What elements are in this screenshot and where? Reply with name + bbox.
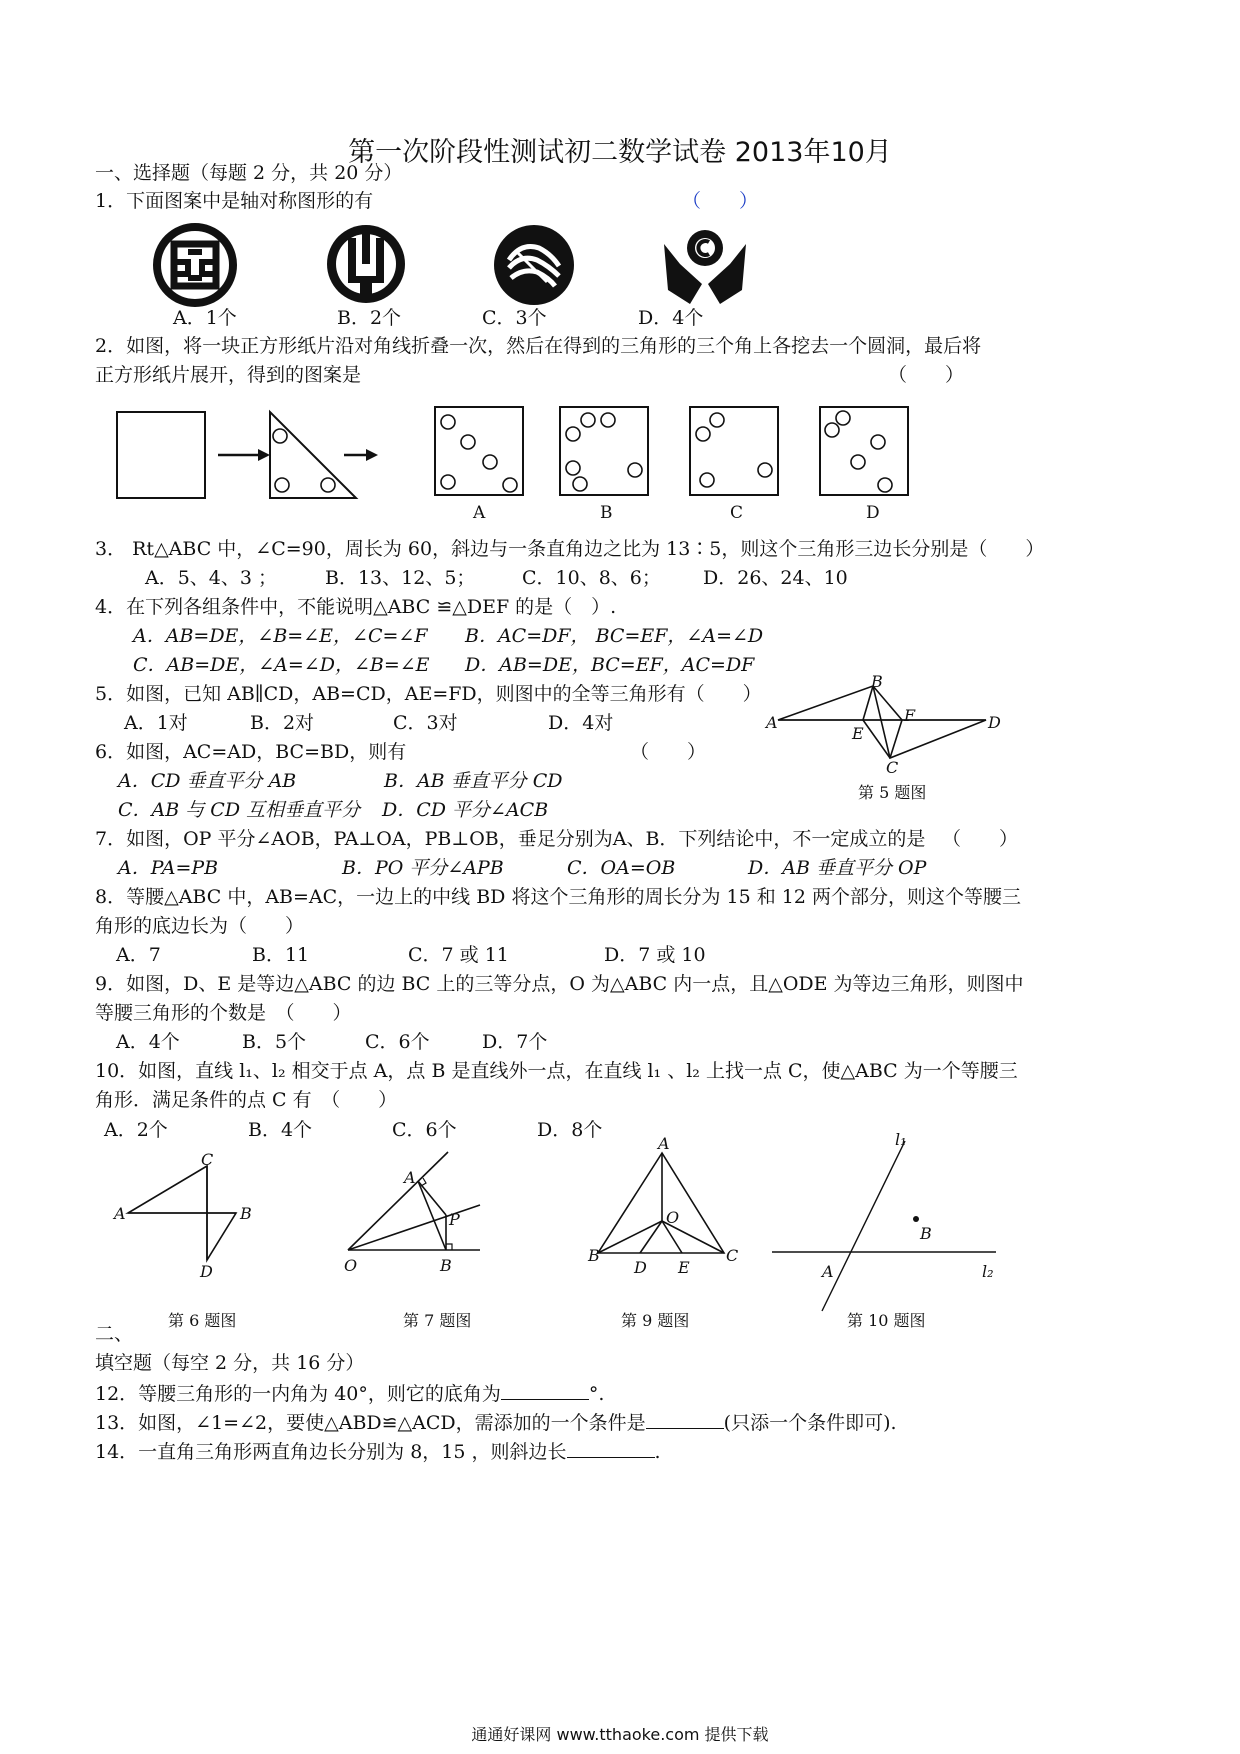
q6-option-a: A．CD 垂直平分 AB — [118, 770, 297, 792]
q2-label-d: D — [866, 503, 880, 523]
q5-fig-label-a: A — [766, 713, 778, 732]
fig7-label-a: A — [404, 1168, 416, 1187]
q5-figure — [770, 670, 1000, 770]
q10-option-b: B．4个 — [248, 1119, 313, 1141]
q9-text-line2: 等腰三角形的个数是 （ ） — [95, 1002, 352, 1024]
fig7-label-b: B — [440, 1256, 452, 1275]
q5-fig-label-c: C — [886, 758, 899, 777]
fig6-kite-figure — [120, 1158, 250, 1268]
q4-option-c: C．AB=DE，∠A=∠D，∠B=∠E — [133, 654, 430, 676]
q7-option-c: C．OA=OB — [567, 857, 676, 879]
fig10-label-l1: l₁ — [895, 1130, 907, 1149]
q9-option-a: A．4个 — [116, 1031, 180, 1053]
q1-logo-d — [660, 224, 750, 308]
q14-line — [95, 1441, 661, 1462]
q1-answer-paren: （ ） — [682, 190, 759, 212]
q4-option-b: B．AC=DF， BC=EF，∠A=∠D — [465, 625, 764, 647]
q10-text-line2: 角形．满足条件的点 C 有 （ ） — [95, 1089, 398, 1111]
fig10-caption: 第 10 题图 — [847, 1311, 926, 1330]
q5-option-d: D．4对 — [548, 712, 614, 734]
q13-text-after: (只添一个条件即可). — [723, 1412, 897, 1434]
q14-text-after: . — [654, 1441, 661, 1463]
q3-text: 3． Rt△ABC 中，∠C=90，周长为 60，斜边与一条直角边之比为 13∶5，则这个三角形三边长分别是（ ） — [95, 538, 1045, 560]
q14-text: 14．一直角三角形两直角边长分别为 8，15 ，则斜边长 — [95, 1441, 567, 1463]
q8-text-line1: 8．等腰△ABC 中，AB=AC，一边上的中线 BD 将这个三角形的周长分为 15 和 12 两个部分，则这个等腰三 — [95, 886, 1021, 908]
q4-option-d: D．AB=DE，BC=EF，AC=DF — [465, 654, 755, 676]
fig6-label-d: D — [200, 1262, 213, 1281]
q3-option-b: B．13、12、5； — [325, 567, 476, 589]
fig10-lines-figure — [770, 1135, 1000, 1315]
fig10-label-a: A — [822, 1262, 834, 1281]
q2-label-c: C — [730, 503, 744, 523]
fig7-label-o: O — [344, 1256, 358, 1275]
q13-line — [95, 1412, 897, 1433]
q4-text: 4．在下列各组条件中，不能说明△ABC ≌△DEF 的是（ ）. — [95, 596, 617, 618]
fig9-caption: 第 9 题图 — [621, 1311, 690, 1330]
q2-text-line1: 2．如图，将一块正方形纸片沿对角线折叠一次，然后在得到的三角形的三个角上各挖去一个圆洞，最后将 — [95, 335, 982, 357]
q10-option-d: D．8个 — [537, 1119, 603, 1141]
fig9-label-o: O — [666, 1208, 680, 1227]
fig9-label-a: A — [658, 1134, 670, 1153]
q7-option-b: B．PO 平分∠APB — [342, 857, 504, 879]
q1-logo-b — [323, 220, 409, 308]
q13-answer-blank[interactable] — [646, 1412, 724, 1429]
fig9-label-b: B — [588, 1246, 600, 1265]
q7-answer-paren: （ ） — [942, 828, 1019, 850]
q8-option-b: B．11 — [252, 944, 310, 966]
q14-answer-blank[interactable] — [567, 1441, 655, 1458]
q10-option-a: A．2个 — [104, 1119, 168, 1141]
section-heading-number: 二、 — [95, 1323, 134, 1345]
q9-option-d: D．7个 — [482, 1031, 548, 1053]
q7-option-d: D．AB 垂直平分 OP — [748, 857, 927, 879]
q2-label-b: B — [600, 503, 613, 523]
fig9-label-e: E — [678, 1258, 690, 1277]
fig9-triangle-figure — [590, 1145, 740, 1260]
q8-text-line2: 角形的底边长为（ ） — [95, 915, 305, 937]
q1-option-a: A．1个 — [173, 307, 237, 329]
q9-option-c: C．6个 — [365, 1031, 430, 1053]
q6-text: 6．如图，AC=AD，BC=BD，则有 — [95, 741, 407, 763]
q1-text: 1．下面图案中是轴对称图形的有 — [95, 190, 374, 212]
q3-option-c: C．10、8、6； — [522, 567, 661, 589]
q4-option-a: A．AB=DE，∠B=∠E，∠C=∠F — [133, 625, 428, 647]
q12-line — [95, 1383, 604, 1404]
q2-answer-paren: （ ） — [888, 364, 965, 386]
fig6-label-c: C — [201, 1150, 214, 1169]
q6-option-c: C．AB 与 CD 互相垂直平分 — [118, 799, 361, 821]
q1-logo-c — [491, 222, 577, 308]
fig6-label-b: B — [240, 1204, 252, 1223]
q12-text-after: °. — [588, 1383, 605, 1405]
q1-option-b: B．2个 — [337, 307, 402, 329]
q5-text: 5．如图，已知 AB∥CD，AB=CD，AE=FD，则图中的全等三角形有（ ） — [95, 683, 762, 705]
q13-text: 13．如图，∠1=∠2，要使△ABD≌△ACD，需添加的一个条件是 — [95, 1412, 646, 1434]
section-heading-fill: 填空题（每空 2 分，共 16 分） — [95, 1352, 365, 1374]
q5-fig-label-b: B — [871, 672, 883, 691]
q5-caption: 第 5 题图 — [858, 783, 927, 802]
q1-option-d: D．4个 — [638, 307, 704, 329]
q5-fig-label-f: F — [904, 706, 916, 725]
q8-option-d: D．7 或 10 — [604, 944, 706, 966]
fig10-label-l2: l₂ — [982, 1262, 994, 1281]
q7-text: 7．如图，OP 平分∠AOB，PA⊥OA，PB⊥OB，垂足分别为A、B．下列结论中，不一定成立的是 — [95, 828, 926, 850]
fig6-label-a: A — [114, 1204, 126, 1223]
q5-option-a: A．1对 — [124, 712, 188, 734]
fig9-label-c: C — [726, 1246, 739, 1265]
q3-option-a: A．5、4、3 ； — [145, 567, 278, 589]
fig6-caption: 第 6 题图 — [168, 1311, 237, 1330]
q9-option-b: B．5个 — [242, 1031, 307, 1053]
q6-answer-paren: （ ） — [630, 741, 707, 763]
q1-option-c: C．3个 — [482, 307, 547, 329]
q5-fig-label-e: E — [852, 724, 864, 743]
q10-text-line1: 10．如图，直线 l₁、l₂ 相交于点 A，点 B 是直线外一点，在直线 l₁ 、l₂ 上找一点 C，使△ABC 为一个等腰三 — [95, 1060, 1018, 1082]
q5-option-c: C．3对 — [393, 712, 458, 734]
q9-text-line1: 9．如图，D、E 是等边△ABC 的边 BC 上的三等分点，O 为△ABC 内一点，且△ODE 为等边三角形，则图中 — [95, 973, 1024, 995]
fig10-label-b: B — [920, 1224, 932, 1243]
q2-label-a: A — [473, 503, 486, 523]
q12-text: 12．等腰三角形的一内角为 40°，则它的底角为 — [95, 1383, 501, 1405]
q10-option-c: C．6个 — [392, 1119, 457, 1141]
q8-option-a: A．7 — [116, 944, 161, 966]
page-title: 第一次阶段性测试初二数学试卷 2013年10月 — [348, 137, 892, 168]
q2-text-line2: 正方形纸片展开，得到的图案是 — [95, 364, 362, 386]
fig7-label-p: P — [449, 1210, 460, 1229]
q8-option-c: C．7 或 11 — [408, 944, 509, 966]
page-footer: 通通好课网 www.tthaoke.com 提供下载 — [471, 1725, 769, 1744]
q1-logo-a — [152, 222, 238, 308]
q5-option-b: B．2对 — [250, 712, 315, 734]
q7-option-a: A．PA=PB — [118, 857, 219, 879]
fig7-caption: 第 7 题图 — [403, 1311, 472, 1330]
fig7-angle-figure — [340, 1150, 490, 1260]
section-heading-choice: 一、选择题（每题 2 分，共 20 分） — [95, 162, 403, 184]
q5-fig-label-d: D — [988, 713, 1001, 732]
q6-option-b: B．AB 垂直平分 CD — [384, 770, 563, 792]
q2-figure — [110, 400, 930, 510]
q3-option-d: D．26、24、10 — [703, 567, 848, 589]
fig9-label-d: D — [634, 1258, 647, 1277]
q6-option-d: D．CD 平分∠ACB — [382, 799, 549, 821]
q12-answer-blank[interactable] — [501, 1383, 589, 1400]
